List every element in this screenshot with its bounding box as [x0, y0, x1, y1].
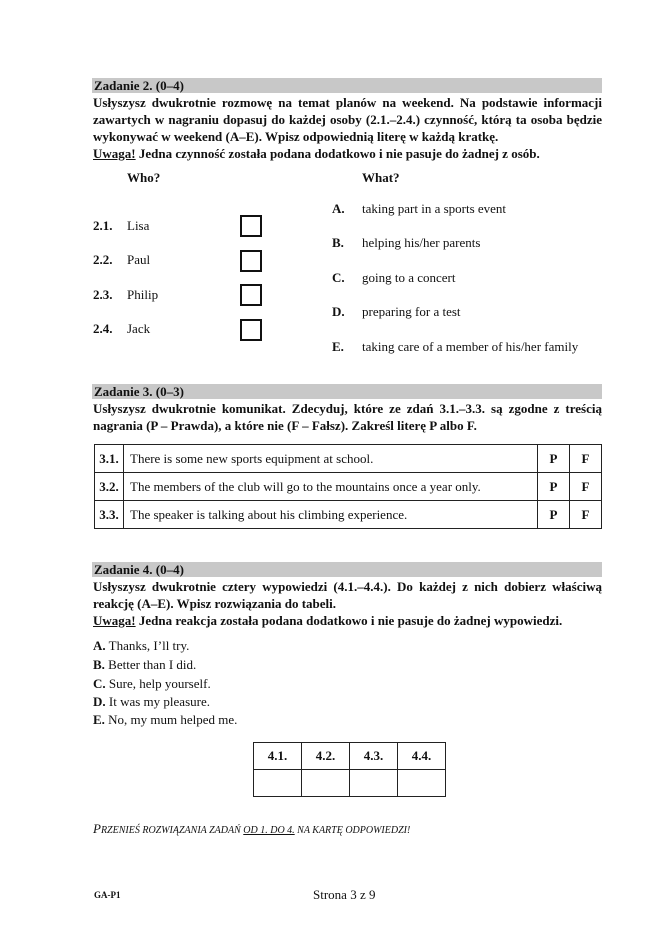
answer-box-2-2[interactable]: [240, 250, 262, 272]
transfer-note-part1: RZENIEŚ ROZWIĄZANIA ZADAŃ: [100, 825, 244, 836]
option-true-3-3[interactable]: P: [538, 501, 570, 529]
answer-cell-4-1[interactable]: [254, 770, 302, 797]
statement-number: 3.2.: [95, 473, 124, 501]
reaction-text: Better than I did.: [104, 657, 197, 672]
option-false-3-2[interactable]: F: [570, 473, 602, 501]
answer-box-2-4[interactable]: [240, 319, 262, 341]
person-row: [93, 252, 150, 268]
task4-note-text: Jedna reakcja została podana dodatkowo i nie pasuje do żadnej wypowiedzi.: [135, 613, 563, 628]
activity-row: [332, 201, 506, 217]
answer-header: 4.3.: [350, 743, 398, 770]
task4-note: [93, 612, 602, 629]
activity-text: preparing for a test: [362, 304, 461, 319]
activity-text: taking care of a member of his/her family: [362, 339, 579, 354]
reaction-letter: A.: [93, 638, 106, 653]
task4-instruction: [93, 578, 602, 629]
option-false-3-1[interactable]: F: [570, 445, 602, 473]
task2-title: Zadanie 2. (0–4): [94, 78, 184, 93]
activity-row: [332, 304, 461, 320]
answer-input-row: [254, 770, 446, 797]
true-false-table: [94, 444, 602, 529]
answer-box-2-3[interactable]: [240, 284, 262, 306]
activity-letter: A.: [332, 201, 345, 216]
option-true-3-2[interactable]: P: [538, 473, 570, 501]
task4-instruction-text: Usłyszysz dwukrotnie cztery wypowiedzi (4.1.–4.4.). Do każdej z nich dobierz właściwą reakcję (A–E). Wpisz rozwiązania do tabeli.: [93, 579, 602, 611]
transfer-note-range: OD 1. DO 4.: [243, 825, 295, 836]
statement-number: 3.3.: [95, 501, 124, 529]
answer-cell-4-3[interactable]: [350, 770, 398, 797]
table-row: [95, 473, 602, 501]
activity-letter: B.: [332, 235, 344, 250]
task2-note-label: Uwaga!: [93, 146, 136, 161]
task2-note-text: Jedna czynność została podana dodatkowo i nie pasuje do żadnej z osób.: [135, 146, 540, 161]
person-name: Paul: [127, 252, 151, 267]
exam-code: GA-P1: [94, 890, 121, 900]
activity-letter: C.: [332, 270, 345, 285]
transfer-note-initial: P: [93, 821, 101, 836]
person-number: 2.4.: [93, 321, 113, 336]
reaction-letter: D.: [93, 694, 106, 709]
task2-note: [93, 145, 602, 162]
person-number: 2.1.: [93, 218, 113, 233]
activity-row: [332, 270, 456, 286]
transfer-note: [93, 821, 410, 837]
person-number: 2.3.: [93, 287, 113, 302]
reaction-text: No, my mum helped me.: [104, 712, 238, 727]
person-name: Lisa: [127, 218, 150, 233]
reaction-option: [93, 694, 210, 710]
task3-title: Zadanie 3. (0–3): [94, 384, 184, 399]
activity-text: helping his/her parents: [362, 235, 481, 250]
transfer-note-part2: NA KARTĘ ODPOWIEDZI!: [294, 825, 411, 836]
table-row: [95, 445, 602, 473]
table-row: [95, 501, 602, 529]
task3-instruction-text: Usłyszysz dwukrotnie komunikat. Zdecyduj, które ze zdań 3.1.–3.3. są zgodne z treścią nagrania (P – Prawda), a które nie (F – Fałsz). Zakreśl literę P albo F.: [93, 401, 602, 433]
statement-text: The speaker is talking about his climbing experience.: [124, 501, 538, 529]
answer-header: 4.4.: [398, 743, 446, 770]
activity-text: taking part in a sports event: [362, 201, 507, 216]
activity-text: going to a concert: [362, 270, 456, 285]
reaction-option: [93, 657, 196, 673]
reaction-option: [93, 712, 237, 728]
statement-text: The members of the club will go to the mountains once a year only.: [124, 473, 538, 501]
person-row: [93, 287, 158, 303]
statement-text: There is some new sports equipment at school.: [124, 445, 538, 473]
reaction-option: [93, 676, 211, 692]
activity-letter: D.: [332, 304, 345, 319]
person-row: [93, 321, 150, 337]
reaction-text: Thanks, I’ll try.: [105, 638, 190, 653]
option-false-3-3[interactable]: F: [570, 501, 602, 529]
what-header: What?: [362, 170, 400, 185]
task4-title: Zadanie 4. (0–4): [94, 562, 184, 577]
activity-row: [332, 339, 578, 355]
task4-note-label: Uwaga!: [93, 613, 136, 628]
answer-cell-4-4[interactable]: [398, 770, 446, 797]
reaction-letter: E.: [93, 712, 105, 727]
person-row: [93, 218, 149, 234]
answer-header-row: [254, 743, 446, 770]
task2-instruction-text: Usłyszysz dwukrotnie rozmowę na temat planów na weekend. Na podstawie informacji zawartych w nagraniu dopasuj do każdej osoby (2.1.–2.4.) czynność, którą ta osoba będzie wykonywać w weekend (A–E). Wpisz odpowiednią literę w każdą kratkę.: [93, 95, 602, 144]
reaction-option: [93, 638, 189, 654]
reaction-text: It was my pleasure.: [105, 694, 210, 709]
activity-row: [332, 235, 480, 251]
person-name: Jack: [127, 321, 151, 336]
statement-number: 3.1.: [95, 445, 124, 473]
answer-cell-4-2[interactable]: [302, 770, 350, 797]
answer-box-2-1[interactable]: [240, 215, 262, 237]
answer-header: 4.2.: [302, 743, 350, 770]
activity-letter: E.: [332, 339, 344, 354]
answer-table: [253, 742, 446, 797]
task2-instruction: [93, 94, 602, 162]
page-number: Strona 3 z 9: [313, 887, 376, 902]
option-true-3-1[interactable]: P: [538, 445, 570, 473]
answer-header: 4.1.: [254, 743, 302, 770]
person-name: Philip: [127, 287, 159, 302]
who-header: Who?: [127, 170, 161, 185]
task3-instruction: [93, 400, 602, 434]
reaction-text: Sure, help yourself.: [105, 676, 211, 691]
person-number: 2.2.: [93, 252, 113, 267]
reaction-letter: B.: [93, 657, 105, 672]
reaction-letter: C.: [93, 676, 106, 691]
